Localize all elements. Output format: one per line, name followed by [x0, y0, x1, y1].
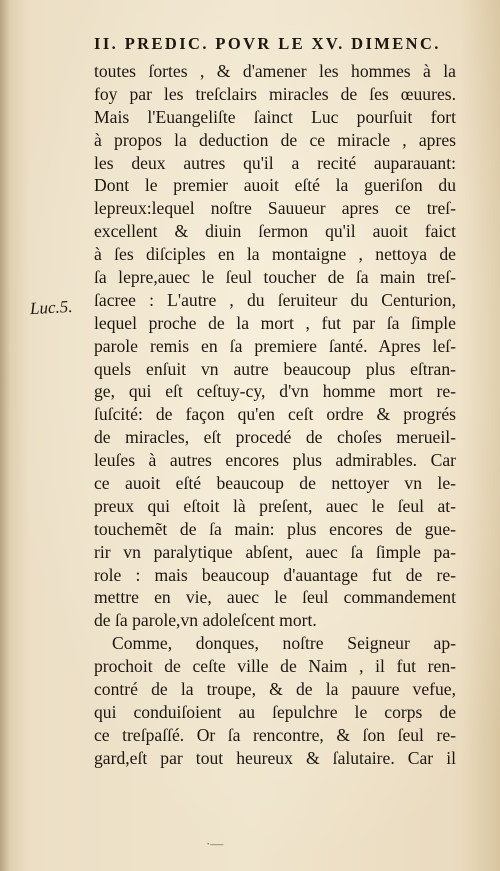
text-line: ce treſpaſſé. Or ſa rencontre, & ſon ſeul re- — [94, 724, 456, 745]
text-line: excellent & diuin ſermon qu'il auoit faict — [94, 221, 456, 242]
paragraph-start-line: Comme, donques, noſtre Seigneur ap- — [112, 633, 456, 654]
text-line: à propos la deduction de ce miracle , apres — [94, 129, 456, 150]
margin-note: Luc.5. — [29, 296, 73, 319]
text-line: ſacree : L'autre , du ſeruiteur du Centurion, — [94, 289, 456, 310]
text-line: prochoit de ceſte ville de Naim , il fut ren- — [94, 656, 456, 677]
text-line: lepreux:lequel noſtre Sauueur apres ce treſ- — [94, 198, 456, 219]
text-line: qui conduiſoient au ſepulchre le corps de — [94, 701, 456, 722]
text-line: de miracles, eſt procedé de choſes merueil- — [94, 427, 456, 448]
text-line: parole remis en ſa premiere ſanté. Apres leſ- — [94, 335, 456, 356]
text-line: de ſa parole,vn adoleſcent mort. — [94, 610, 317, 631]
text-line: les deux autres qu'il a recité auparauant: — [94, 152, 456, 173]
text-line: ſa lepre,auec le ſeul toucher de ſa main treſ- — [94, 267, 456, 288]
text-line: toutes ſortes , & d'amener les hommes à la — [94, 61, 456, 81]
text-line: ce auoit eſté beaucoup de nettoyer vn le- — [94, 473, 456, 494]
text-line: role : mais beaucoup d'auantage fut de re- — [94, 564, 456, 585]
body-text — [94, 60, 456, 770]
text-line: Mais l'Euangeliſte ſainct Luc pourſuit fort — [94, 106, 456, 127]
text-line: preux qui eſtoit là preſent, auec le ſeul at- — [94, 495, 456, 516]
text-line: Dont le premier auoit eſté la gueriſon du — [94, 175, 456, 196]
text-line: ge, qui eſt ceſtuy-cy, d'vn homme mort re- — [94, 381, 456, 402]
text-line: mettre en vie, auec le ſeul commandement — [94, 587, 456, 608]
text-line: ſuſcité: de façon qu'en ceſt ordre & progrés — [94, 404, 456, 425]
text-line: foy par les treſclairs miracles de ſes œuures. — [94, 83, 456, 104]
text-line: contré de la troupe, & de la pauure vefue, — [94, 679, 456, 700]
text-line: lequel proche de la mort , fut par ſa ſimple — [94, 312, 456, 333]
text-line: rir vn paralytique abſent, auec ſa ſimple pa- — [94, 541, 456, 562]
running-head: II. PREDIC. POVR LE XV. DIMENC. — [94, 34, 441, 53]
text-line: à ſes diſciples en la montaigne , nettoya de — [94, 244, 456, 265]
gutter-shadow — [0, 0, 10, 871]
footer-ornament: ·— — [206, 836, 224, 851]
text-line: touchemẽt de ſa main: plus encores de gue- — [94, 518, 456, 539]
text-line: quels enſuit vn autre beaucoup plus eſtran- — [94, 358, 456, 379]
text-line: leuſes à autres encores plus admirables. Car — [94, 450, 456, 471]
text-line: gard,eſt par tout heureux & ſalutaire. Car il — [94, 747, 456, 768]
